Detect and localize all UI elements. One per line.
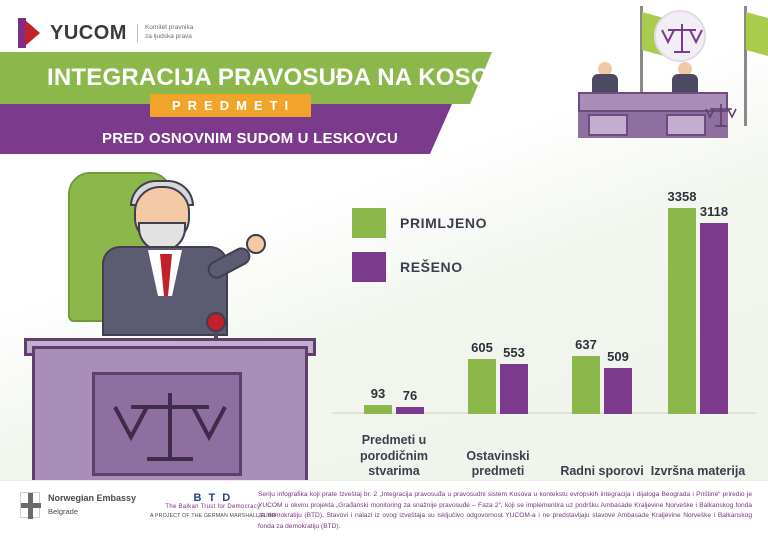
- btd-footnote: A PROJECT OF THE GERMAN MARSHALL FUND: [150, 513, 276, 519]
- bar-value-resolved-0: 76: [402, 388, 418, 403]
- bar-value-received-3: 3358: [667, 189, 697, 204]
- bar-value-received-0: 93: [370, 386, 386, 401]
- courtroom-scales-icon: [704, 98, 738, 132]
- page-subtitle: PRED OSNOVNIM SUDOM U LESKOVCU: [102, 130, 399, 147]
- microphone-icon: [206, 312, 226, 332]
- legend-label-resolved: REŠENO: [400, 259, 463, 275]
- brand-tagline-line2: za ljudska prava: [144, 33, 192, 40]
- brand-tagline: [137, 24, 193, 42]
- bench-scales-icon: [92, 372, 242, 476]
- bar-value-resolved-3: 3118: [699, 204, 729, 219]
- bar-received-3: [667, 189, 697, 414]
- courtroom-illustration: [554, 40, 750, 148]
- judge-hand: [246, 234, 266, 254]
- bar-resolved-3: [699, 204, 729, 414]
- judge-illustration: [18, 150, 328, 480]
- bar-received-2: [572, 337, 600, 414]
- btd-subtitle: The Balkan Trust for Democracy: [165, 504, 261, 510]
- norwegian-embassy-city: Belgrade: [48, 506, 79, 516]
- bar-group-2: [554, 337, 650, 414]
- category-label-3: Izvršna materija: [650, 464, 746, 479]
- bar-resolved-2: [604, 349, 632, 414]
- yucom-logo-icon: [18, 18, 42, 48]
- brand-name: YUCOM: [50, 21, 127, 44]
- bar-value-received-2: 637: [575, 337, 597, 352]
- bar-chart: [332, 160, 756, 480]
- footer: [0, 480, 768, 546]
- bar-resolved-1: [500, 345, 528, 414]
- brand-tagline-line1: Komitet pravnika: [144, 24, 194, 32]
- bar-value-received-1: 605: [471, 340, 493, 355]
- norwegian-embassy-title: Norwegian Embassy: [48, 493, 137, 503]
- bar-value-resolved-1: 553: [503, 345, 525, 360]
- title-chip: PREDMETI: [150, 94, 311, 117]
- footer-disclaimer: Seriju infografika koji prate Izveštaj br. 2 „Integracija pravosuđa u pravosudni sistem Kosova u kontekstu evropskih integracija i dijaloga Beograda i Prištine“ priredio je YUCOM u okviru projekta „Građanski monitoring za snažnije pravosuđe – Faza 2“, koji se implementira uz podršku Ambasade Kraljevine Norveške i Balkanskog fonda za demokratiju (BTD). Stavovi i nalazi iz ovog izveštaja su isključivo odgovornost YUCOM-a i ne predstavljaju stavove Ambasade Kraljevine Norveške i Balkanskog fonda za demokratiju (BTD).: [258, 491, 752, 531]
- norwegian-embassy-logo: [20, 492, 136, 518]
- btd-logo: [150, 492, 276, 519]
- category-label-1: Ostavinski predmeti: [466, 448, 530, 479]
- category-label-2: Radni sporovi: [560, 464, 644, 479]
- legend-label-received: PRIMLJENO: [400, 215, 488, 231]
- category-label-0: Predmeti u porodičnim stvarima: [359, 433, 429, 479]
- page-title: INTEGRACIJA PRAVOSUĐA NA KOSOVU: [47, 64, 524, 91]
- bar-resolved-0: [396, 388, 424, 414]
- bar-group-0: [346, 386, 442, 414]
- btd-acronym: B T D: [193, 492, 233, 504]
- bar-group-3: [650, 189, 746, 414]
- courtroom-person-left: [592, 62, 618, 96]
- bar-received-1: [468, 340, 496, 414]
- bar-group-1: [450, 340, 546, 414]
- bar-value-resolved-2: 509: [607, 349, 629, 364]
- bar-received-0: [364, 386, 392, 414]
- courtroom-person-right: [672, 62, 698, 96]
- footer-divider: [0, 480, 768, 481]
- norway-flag-icon: [20, 492, 40, 518]
- brand-logo: [18, 18, 193, 48]
